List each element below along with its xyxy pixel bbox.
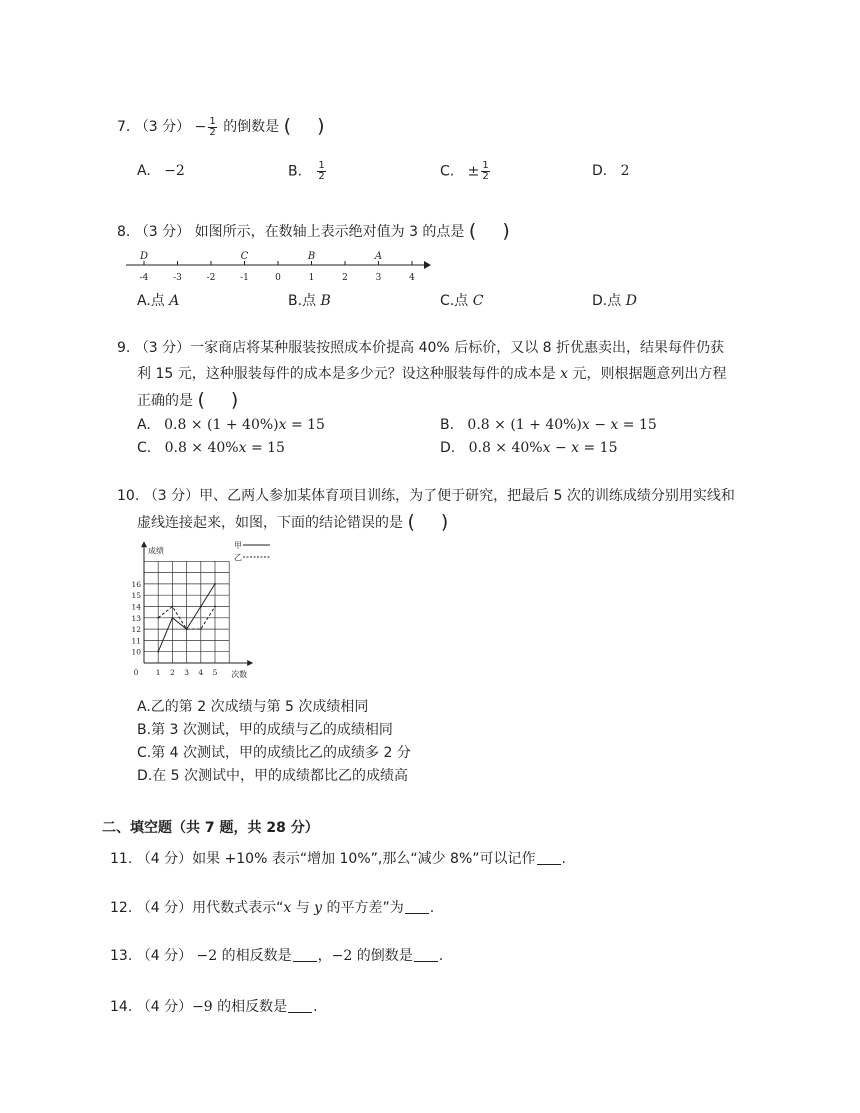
number-line-tick-label: 0 — [275, 273, 281, 283]
chart-point — [214, 606, 216, 608]
question-10: 10. （3 分）甲、乙两人参加某体育项目训练，为了便于研究，把最后 5 次的训练成绩分别用实线和 — [117, 488, 735, 504]
question-8: 8. （3 分） 如图所示，在数轴上表示绝对值为 3 的点是 ( ) — [117, 220, 510, 242]
chart-point — [157, 617, 159, 619]
question-score: （3 分） — [134, 119, 191, 135]
option-c[interactable]: C.第 4 次测试，甲的成绩比乙的成绩多 2 分 — [137, 745, 411, 761]
option-c[interactable]: C. ± $\frac{1}{2}$ — [440, 160, 489, 182]
option-d[interactable]: D.在 5 次测试中，甲的成绩都比乙的成绩高 — [137, 768, 409, 784]
option-b[interactable]: B.第 3 次测试，甲的成绩与乙的成绩相同 — [137, 722, 393, 738]
chart-y-tick-label: 14 — [131, 602, 141, 612]
question-13: 13. （4 分） −2 的相反数是 ，−2 的倒数是 . — [110, 948, 444, 964]
number-line-arrow — [424, 261, 431, 269]
minus-sign: − — [194, 119, 207, 135]
chart-y-tick-label: 15 — [131, 591, 141, 601]
number-line-tick-label: 2 — [342, 273, 348, 283]
chart-point — [200, 628, 202, 630]
option-b[interactable]: B. $\frac{1}{2}$ — [288, 160, 325, 182]
question-11: 11. （4 分）如果 +10% 表示“增加 10%”,那么“减少 8%”可以记作 . — [110, 851, 566, 867]
option-a[interactable]: A. 0.8 × (1 + 40%)𝑥 = 15 — [137, 417, 325, 433]
chart-point — [172, 606, 174, 608]
chart-point — [214, 583, 216, 585]
number-line-tick-label: -3 — [173, 273, 182, 283]
question-14: 14. （4 分）−9 的相反数是 . — [110, 999, 318, 1015]
question-text: 如图所示，在数轴上表示绝对值为 3 的点是 — [194, 224, 465, 240]
chart-y-tick-label: 12 — [131, 625, 141, 635]
number-line-tick-label: 1 — [308, 273, 315, 283]
option-c[interactable]: C.点 C — [440, 293, 484, 309]
option-a[interactable]: A.点 A — [137, 293, 180, 309]
number-line-point-label: A — [374, 251, 383, 262]
option-d[interactable]: D.点 D — [592, 293, 637, 309]
answer-blank[interactable] — [537, 850, 561, 865]
answer-blank[interactable] — [288, 998, 312, 1013]
number-line-tick-label: -2 — [206, 273, 216, 283]
number-line-point-label: C — [240, 251, 249, 262]
option-c[interactable]: C. 0.8 × 40%𝑥 = 15 — [137, 440, 285, 456]
answer-blank[interactable] — [405, 899, 429, 914]
chart-x-label: 次数 — [231, 670, 248, 679]
option-d[interactable]: D. 0.8 × 40%𝑥 − 𝑥 = 15 — [440, 440, 618, 456]
question-9-line-3: 正确的是 ( ) — [137, 389, 239, 411]
question-12: 12. （4 分）用代数式表示“x 与 y 的平方差”为 . — [110, 900, 435, 916]
chart-x-tick-label: 5 — [212, 668, 218, 677]
chart-y-arrow — [141, 541, 147, 547]
chart-point — [200, 606, 202, 608]
question-9: 9. （3 分）一家商店将某种服装按照成本价提高 40% 后标价，又以 8 折优惠卖出，结果每件仍获 — [117, 340, 724, 356]
number-line-figure — [124, 247, 434, 287]
number-line-point-label: D — [139, 251, 149, 262]
option-b[interactable]: B. 0.8 × (1 + 40%)𝑥 − 𝑥 = 15 — [440, 417, 657, 433]
chart-point — [186, 628, 188, 630]
chart-x-tick-label: 0 — [133, 668, 139, 677]
option-b[interactable]: B.点 B — [288, 293, 331, 309]
chart-y-tick-label: 16 — [131, 579, 141, 589]
chart-x-arrow — [247, 660, 253, 666]
chart-y-tick-label: 10 — [131, 647, 141, 657]
chart-x-tick-label: 3 — [184, 668, 189, 677]
chart-legend-label: 乙 — [234, 553, 242, 562]
chart-x-tick-label: 2 — [170, 668, 175, 677]
chart-y-tick-label: 13 — [131, 613, 141, 623]
number-line-tick-label: -1 — [240, 273, 249, 283]
question-10-line-2: 虚线连接起来，如图，下面的结论错误的是 ( ) — [137, 511, 449, 533]
section-title: 二、填空题（共 7 题，共 28 分） — [102, 820, 319, 836]
chart-point — [172, 617, 174, 619]
question-text: 的倒数是 — [223, 119, 280, 135]
chart-y-tick-label: 11 — [131, 636, 141, 646]
option-a[interactable]: A. −2 — [137, 163, 185, 179]
chart-point — [157, 651, 159, 653]
question-7: 7. （3 分） − $\frac{1}{2}$ 的倒数是 ( ) — [117, 115, 325, 138]
option-d[interactable]: D. 2 — [592, 163, 630, 179]
number-line-tick-label: -4 — [139, 273, 149, 283]
answer-blank[interactable] — [414, 947, 438, 962]
question-number: 7. — [117, 119, 131, 135]
fraction: $\frac{1}{2}$ — [209, 115, 216, 138]
answer-blank[interactable] — [293, 947, 317, 962]
chart-y-label: 成绩 — [148, 546, 164, 556]
number-line-tick-label: 3 — [375, 273, 382, 283]
number-line-tick-label: 4 — [409, 273, 415, 283]
chart-x-tick-label: 4 — [198, 668, 204, 677]
chart-legend-label: 甲 — [234, 541, 242, 550]
score-line-chart — [126, 540, 286, 690]
question-9-line-2: 利 15 元，这种服装每件的成本是多少元？设这种服装每件的成本是 x 元，则根据题意列出方程 — [137, 366, 727, 382]
number-line-point-label: B — [307, 251, 316, 262]
option-a[interactable]: A.乙的第 2 次成绩与第 5 次成绩相同 — [137, 699, 369, 715]
chart-x-tick-label: 1 — [155, 668, 161, 677]
